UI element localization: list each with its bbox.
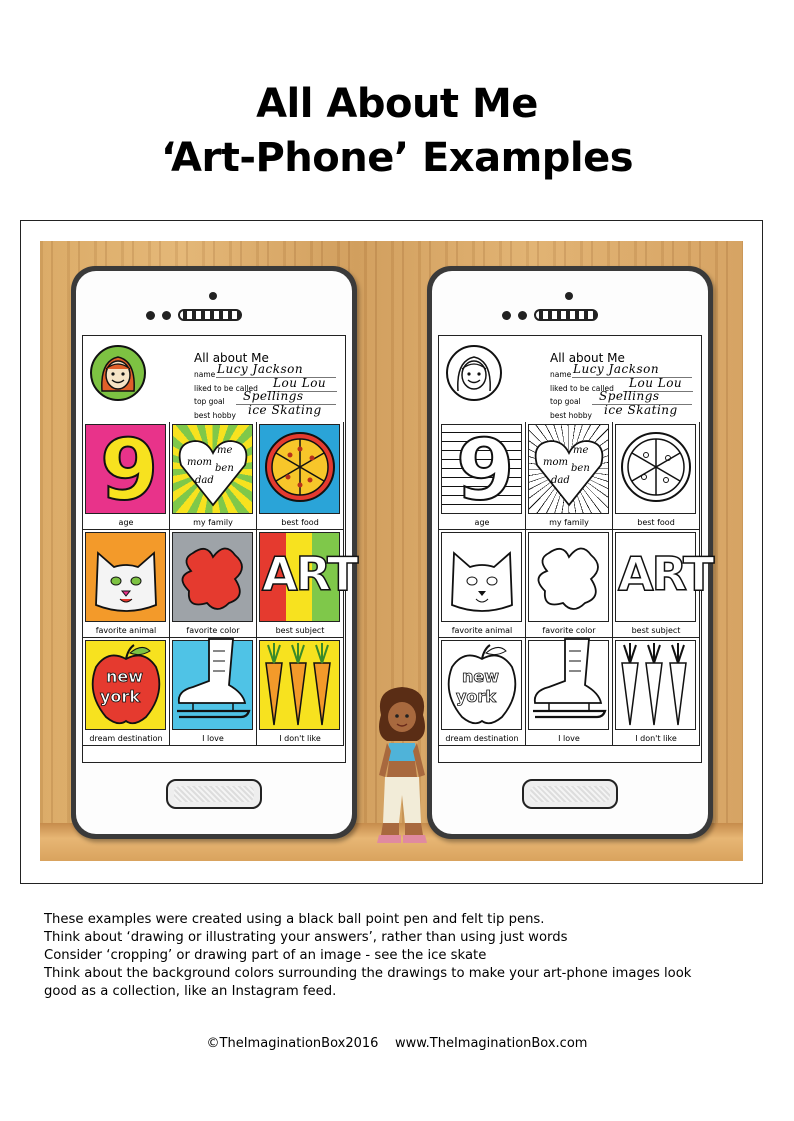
instruction-notes	[44, 911, 691, 1001]
grid-cell-food	[257, 422, 344, 530]
caption-love: I love	[558, 734, 580, 743]
home-button	[522, 779, 618, 809]
destination-art	[85, 640, 166, 730]
subject-text: ART	[618, 547, 713, 601]
grid-cell-color	[170, 530, 257, 638]
note-line: Think about ‘drawing or illustrating your answers’, rather than using just words	[44, 930, 568, 945]
grid-cell-love	[526, 638, 613, 746]
caption-age: age	[118, 518, 134, 527]
art-phone-colored	[71, 266, 357, 839]
field-answer-nickname: Lou Lou	[273, 376, 327, 390]
color-art	[172, 532, 253, 622]
toy-figure	[367, 685, 437, 850]
photo	[40, 241, 743, 861]
art-phone-outline	[427, 266, 713, 839]
family-art	[172, 424, 253, 514]
destination-word: york	[456, 687, 496, 706]
animal-art	[85, 532, 166, 622]
caption-family: my family	[549, 518, 589, 527]
caption-food: best food	[637, 518, 675, 527]
caption-love: I love	[202, 734, 224, 743]
caption-animal: favorite animal	[451, 626, 513, 635]
camera-dot-icon	[502, 311, 511, 320]
page-title-line-1: All About Me	[256, 81, 538, 127]
family-word: ben	[215, 463, 234, 474]
family-word: dad	[551, 475, 570, 486]
caption-destination: dream destination	[89, 734, 163, 743]
caption-color: favorite color	[186, 626, 240, 635]
subject-text: ART	[262, 547, 357, 601]
field-answer-name: Lucy Jackson	[217, 362, 304, 376]
field-answer-nickname: Lou Lou	[629, 376, 683, 390]
caption-subject: best subject	[275, 626, 325, 635]
destination-word: new	[462, 667, 500, 686]
camera-dot-icon	[146, 311, 155, 320]
caption-subject: best subject	[631, 626, 681, 635]
page-title-line-2: ‘Art-Phone’ Examples	[160, 135, 634, 181]
caption-destination: dream destination	[445, 734, 519, 743]
avatar-drawing	[90, 345, 146, 401]
phone-screen	[82, 335, 357, 763]
age-art	[441, 421, 522, 519]
phone-body	[76, 271, 357, 834]
love-art	[528, 640, 609, 730]
dislike-art	[259, 640, 340, 730]
caption-dislike: I don't like	[635, 734, 677, 743]
note-line: Consider ‘cropping’ or drawing part of an image - see the ice skate	[44, 948, 487, 963]
field-answer-goal: Spellings	[243, 389, 304, 403]
grid-cell-family	[526, 422, 613, 530]
destination-word: york	[100, 687, 140, 706]
food-art	[615, 424, 696, 514]
animal-art	[441, 532, 522, 622]
grid-cell-destination	[83, 638, 170, 746]
field-answer-goal: Spellings	[599, 389, 660, 403]
family-word: dad	[195, 475, 214, 486]
phone-screen	[438, 335, 713, 763]
grid-cell-color	[526, 530, 613, 638]
field-label-nickname: liked to be called	[550, 384, 614, 393]
dislike-art	[615, 640, 696, 730]
family-word: mom	[187, 457, 212, 468]
home-button	[166, 779, 262, 809]
phone-body	[432, 271, 713, 834]
grid-cell-subject	[257, 530, 357, 638]
grid-cell-food	[613, 422, 700, 530]
camera-dot-icon	[518, 311, 527, 320]
camera-dot-icon	[162, 311, 171, 320]
caption-family: my family	[193, 518, 233, 527]
family-word: ben	[571, 463, 590, 474]
field-label-goal: top goal	[550, 397, 581, 406]
caption-color: favorite color	[542, 626, 596, 635]
speaker-grille	[178, 309, 242, 321]
family-word: mom	[543, 457, 568, 468]
field-label-name: name	[194, 370, 216, 379]
subject-art	[615, 532, 713, 622]
field-label-hobby: best hobby	[194, 411, 236, 420]
grid-cell-subject	[613, 530, 713, 638]
family-art	[528, 424, 609, 514]
caption-food: best food	[281, 518, 319, 527]
grid-cell-age	[83, 422, 170, 530]
copyright-footer: ©TheImaginationBox2016 www.TheImaginationBox.com	[206, 1036, 588, 1051]
grid-cell-love	[170, 638, 257, 746]
avatar-drawing	[446, 345, 502, 401]
speaker-grille	[534, 309, 598, 321]
destination-art	[441, 640, 522, 730]
field-label-nickname: liked to be called	[194, 384, 258, 393]
grid-cell-family	[170, 422, 257, 530]
field-label-hobby: best hobby	[550, 411, 592, 420]
caption-dislike: I don't like	[279, 734, 321, 743]
grid-cell-dislike	[613, 638, 700, 746]
front-camera-icon	[565, 292, 573, 300]
grid-cell-dislike	[257, 638, 344, 746]
field-label-goal: top goal	[194, 397, 225, 406]
field-answer-hobby: ice Skating	[604, 403, 678, 417]
screen-header: All about Me	[550, 351, 625, 365]
color-art	[528, 532, 609, 622]
note-line: good as a collection, like an Instagram feed.	[44, 984, 337, 999]
caption-age: age	[474, 518, 490, 527]
age-number: 9	[456, 421, 515, 519]
subject-art	[259, 532, 357, 622]
note-line: These examples were created using a black ball point pen and felt tip pens.	[44, 912, 545, 927]
family-word: me	[573, 445, 589, 456]
family-word: me	[217, 445, 233, 456]
caption-animal: favorite animal	[95, 626, 157, 635]
field-answer-hobby: ice Skating	[248, 403, 322, 417]
grid-cell-animal	[83, 530, 170, 638]
field-answer-name: Lucy Jackson	[573, 362, 660, 376]
age-number: 9	[100, 421, 159, 519]
destination-word: new	[106, 667, 144, 686]
note-line: Think about the background colors surrounding the drawings to make your art-phone images look	[44, 966, 692, 981]
field-label-name: name	[550, 370, 572, 379]
grid-cell-destination	[439, 638, 526, 746]
food-art	[259, 424, 340, 514]
grid-cell-animal	[439, 530, 526, 638]
grid-cell-age	[439, 422, 526, 530]
age-art	[85, 421, 166, 519]
love-art	[172, 640, 253, 730]
front-camera-icon	[209, 292, 217, 300]
screen-header: All about Me	[194, 351, 269, 365]
